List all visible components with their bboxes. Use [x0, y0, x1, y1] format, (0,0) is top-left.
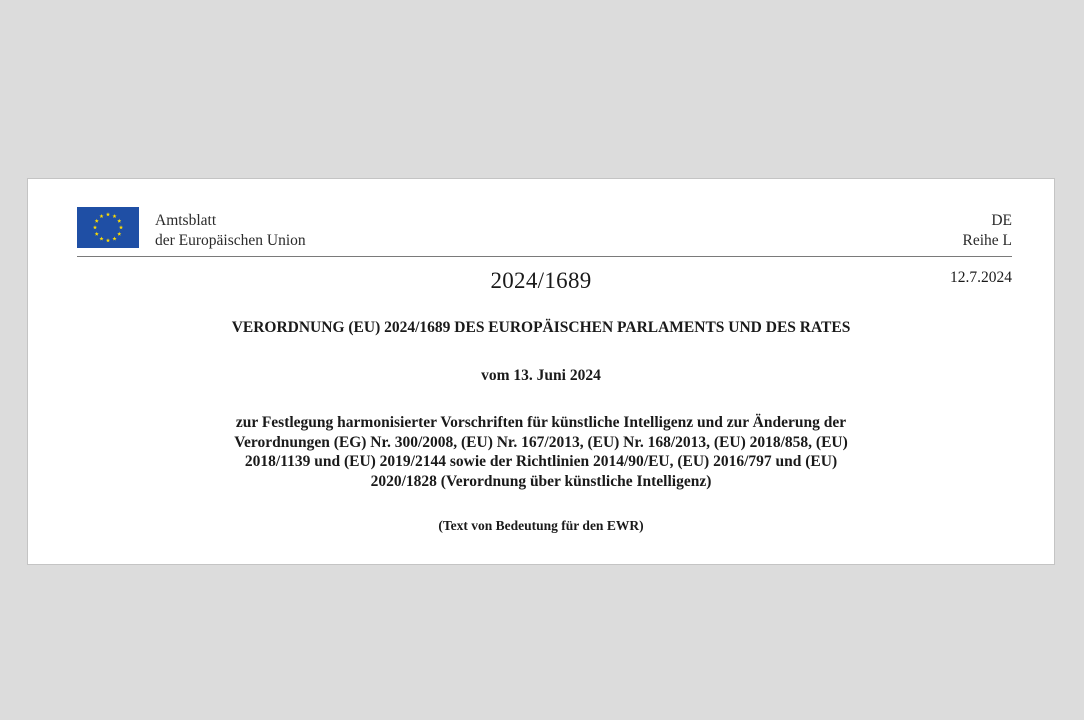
- journal-meta: [963, 211, 1013, 251]
- publication-date: 12.7.2024: [950, 269, 1012, 286]
- subject-line: 2018/1139 und (EU) 2019/2144 sowie der Richtlinien 2014/90/EU, (EU) 2016/797 und (EU): [244, 453, 838, 470]
- eea-relevance-note: (Text von Bedeutung für den EWR): [438, 518, 644, 533]
- series-label: Reihe L: [962, 232, 1012, 249]
- subject-line: Verordnungen (EG) Nr. 300/2008, (EU) Nr. 167/2013, (EU) Nr. 168/2013, (EU) 2018/858, (EU): [234, 433, 848, 451]
- eu-flag-icon: [77, 207, 139, 248]
- journal-name-line1: Amtsblatt: [155, 212, 217, 229]
- language-code: DE: [991, 212, 1012, 229]
- journal-name-line2: der Europäischen Union: [155, 232, 306, 249]
- regulation-date: vom 13. Juni 2024: [481, 367, 601, 384]
- document-page: [27, 178, 1055, 565]
- document-number: 2024/1689: [490, 268, 592, 293]
- subject-line: zur Festlegung harmonisierter Vorschriften für künstliche Intelligenz und zur Änderung der: [235, 414, 847, 431]
- subject-line: 2020/1828 (Verordnung über künstliche Intelligenz): [370, 472, 712, 490]
- header-divider: [77, 256, 1012, 257]
- journal-name: [155, 211, 306, 251]
- regulation-title: VERORDNUNG (EU) 2024/1689 DES EUROPÄISCHEN PARLAMENTS UND DES RATES: [231, 319, 851, 336]
- regulation-subject: [178, 413, 904, 491]
